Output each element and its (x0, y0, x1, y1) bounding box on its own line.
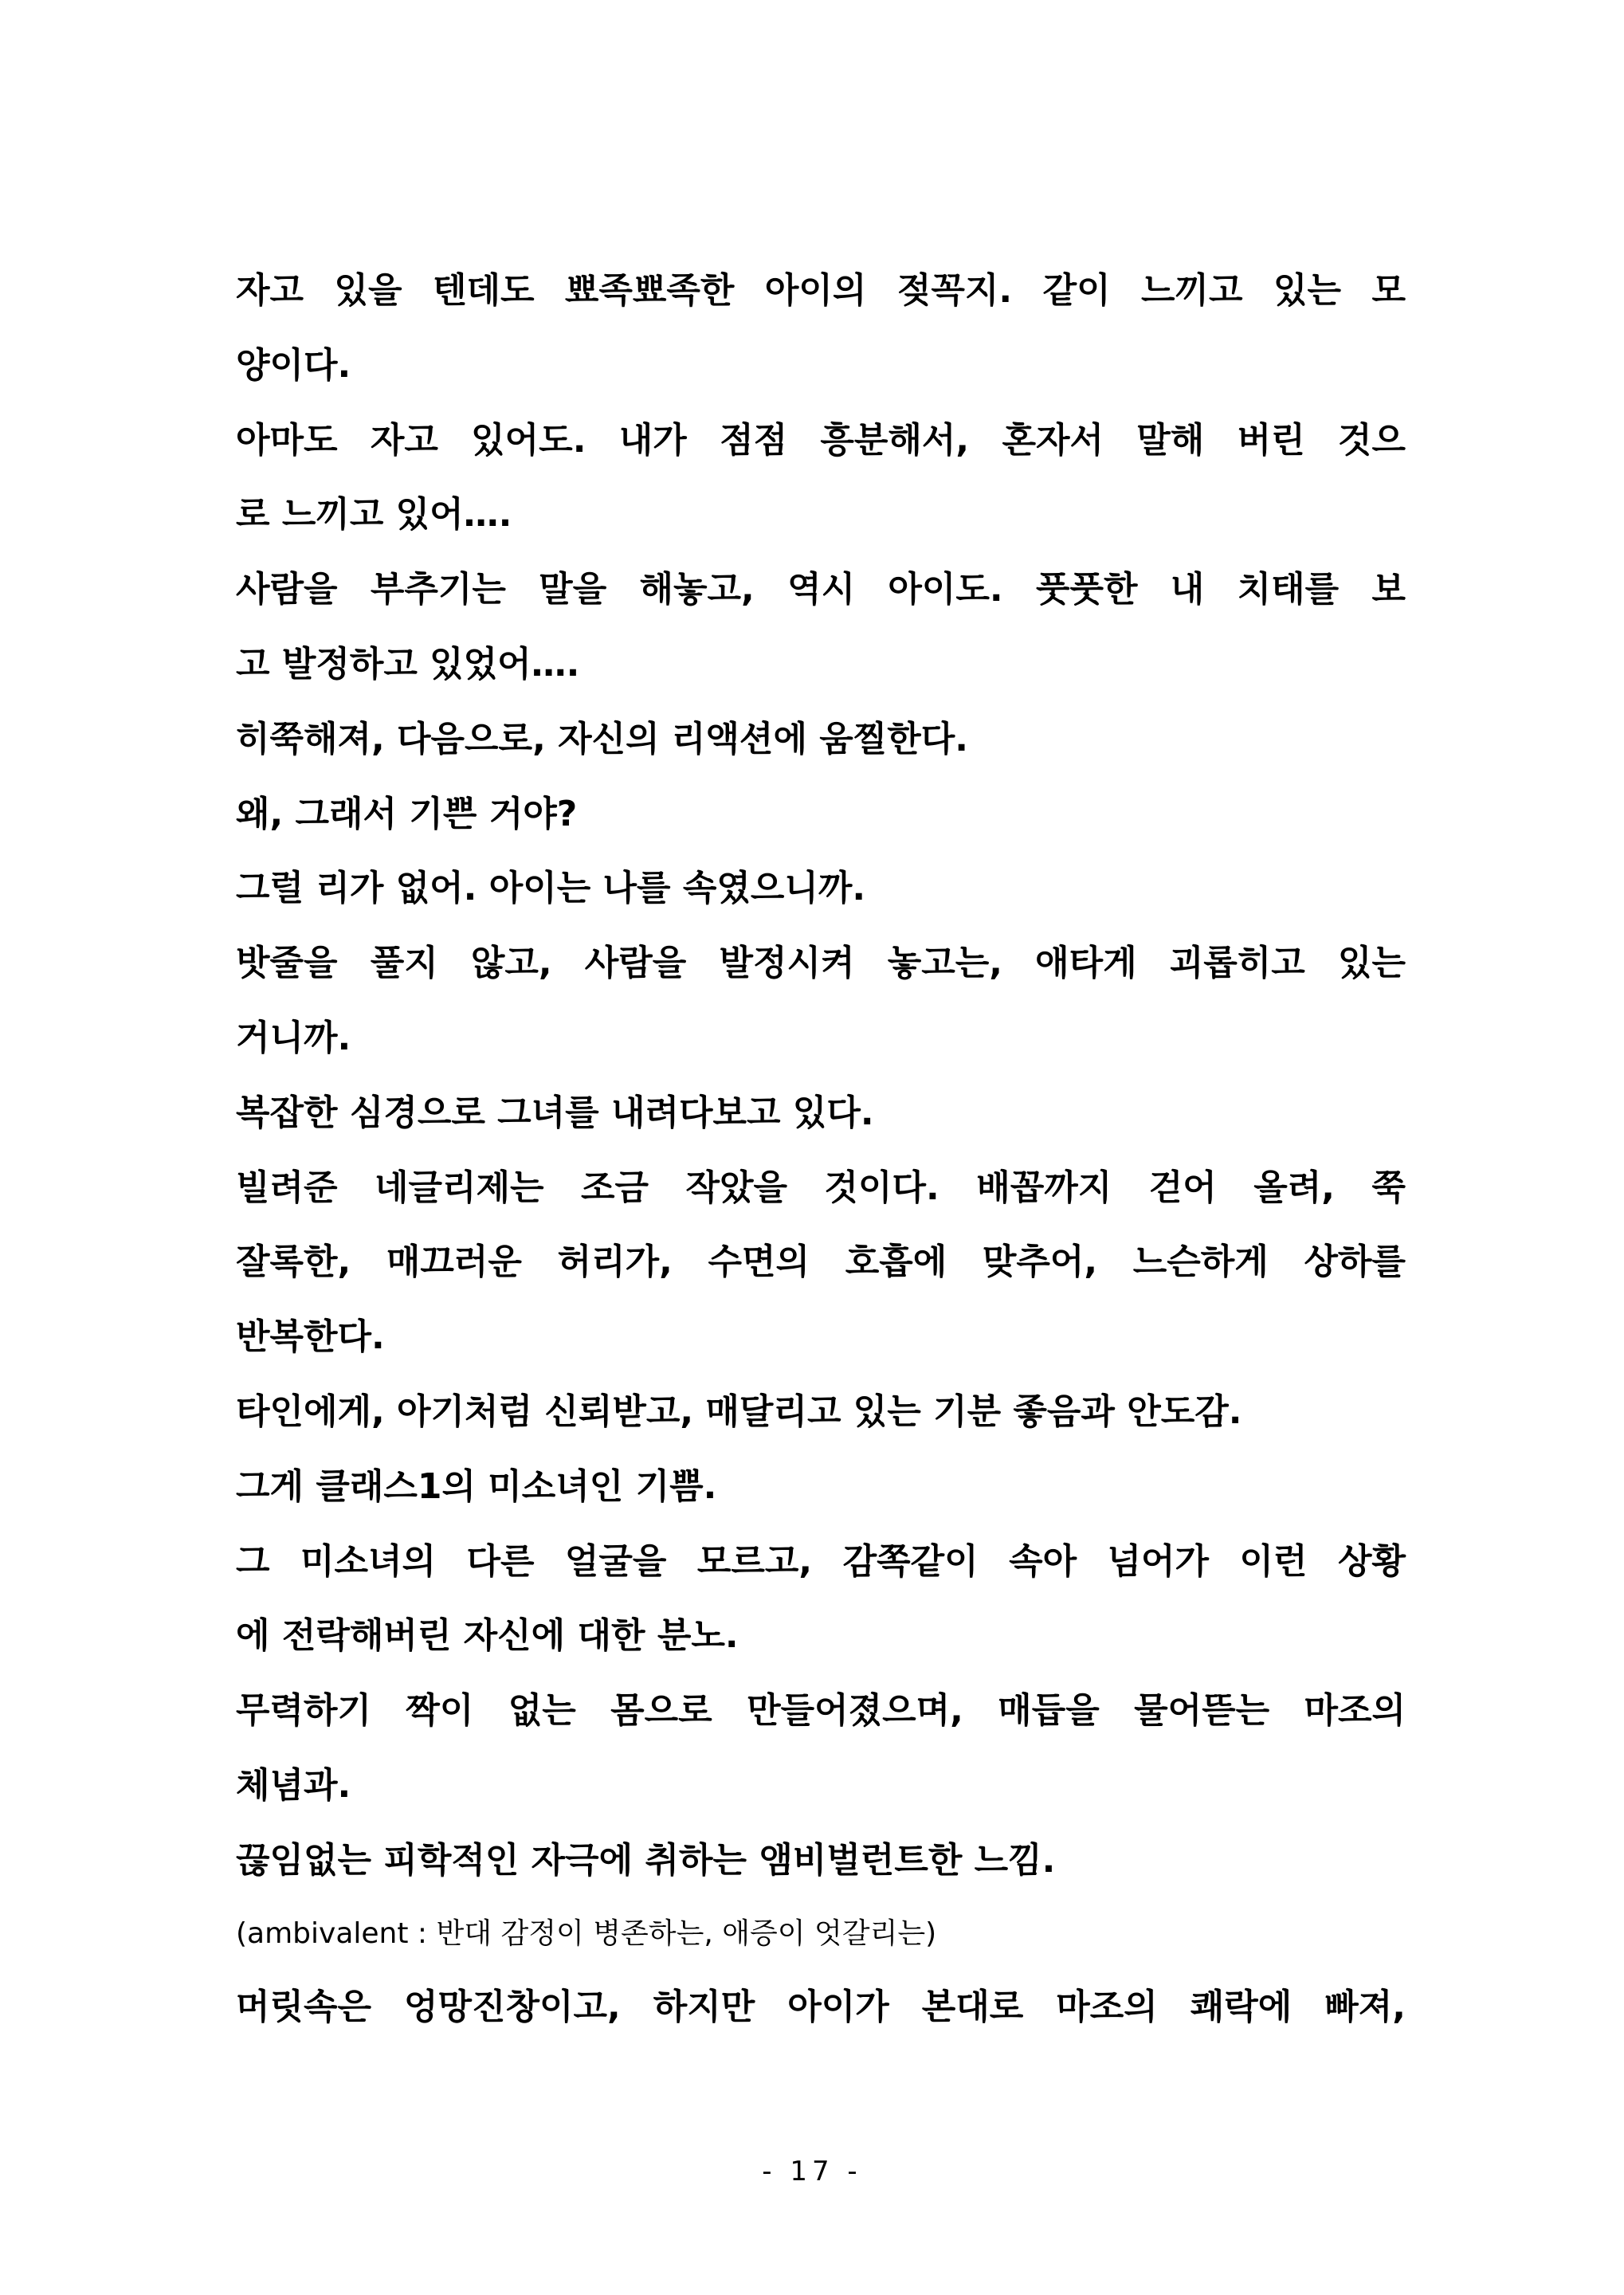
text-line: 체념과. (236, 1764, 351, 1806)
text-line: 양이다. (236, 344, 351, 386)
text-line: 머릿속은 엉망진창이고, 하지만 아이가 본대로 마조의 쾌락에 빠져, (236, 1986, 1406, 2027)
text-line: 밧줄을 풀지 않고, 사람을 발정시켜 놓고는, 애타게 괴롭히고 있는 (236, 943, 1406, 984)
text-line: 사람을 부추기는 말을 해놓고, 역시 아이도. 풋풋한 내 치태를 보 (236, 569, 1406, 610)
text-line: 그 미소녀의 다른 얼굴을 모르고, 감쪽같이 속아 넘어가 이런 상황 (236, 1540, 1406, 1582)
text-line: 끊임없는 피학적인 자극에 취하는 앰비벌런트한 느낌. (236, 1839, 1056, 1881)
footnote-line: (ambivalent : 반대 감정이 병존하는, 애증이 엇갈리는) (236, 1916, 937, 1950)
page-number: - 17 - (762, 2156, 862, 2187)
body-text (236, 253, 1406, 2044)
text-line: 히쭉해져, 다음으로, 자신의 리액션에 움찔한다. (236, 718, 968, 759)
text-line: 복잡한 심경으로 그녀를 내려다보고 있다. (236, 1092, 874, 1133)
text-line: 왜, 그래서 기쁜 거야? (236, 793, 578, 834)
text-line: 잘록한, 매끄러운 허리가, 수면의 호흡에 맞추어, 느슨하게 상하를 (236, 1242, 1406, 1283)
text-line: 그럴 리가 없어. 아이는 나를 속였으니까. (236, 868, 866, 909)
text-line: 빌려준 네글리제는 조금 작았을 것이다. 배꼽까지 걷어 올려, 쭉 (236, 1167, 1406, 1208)
text-line: 에 전락해버린 자신에 대한 분노. (236, 1615, 739, 1657)
text-line: 타인에게, 아기처럼 신뢰받고, 매달리고 있는 기분 좋음과 안도감. (236, 1391, 1242, 1432)
text-line: 고 발정하고 있었어…. (236, 643, 580, 685)
text-line: 거니까. (236, 1017, 351, 1058)
text-line: 아마도 자고 있어도. 내가 점점 흥분해서, 혼자서 말해 버린 것으 (236, 419, 1406, 461)
text-line: 무력하기 짝이 없는 몸으로 만들어졌으며, 매듭을 물어뜯는 마조의 (236, 1690, 1406, 1732)
text-line: 반복한다. (236, 1316, 385, 1358)
text-line: 그게 클래스1의 미소녀인 기쁨. (236, 1465, 717, 1507)
text-line: 자고 있을 텐데도 뾰족뾰족한 아이의 젖꼭지. 같이 느끼고 있는 모 (236, 270, 1406, 311)
text-line: 로 느끼고 있어…. (236, 494, 512, 536)
